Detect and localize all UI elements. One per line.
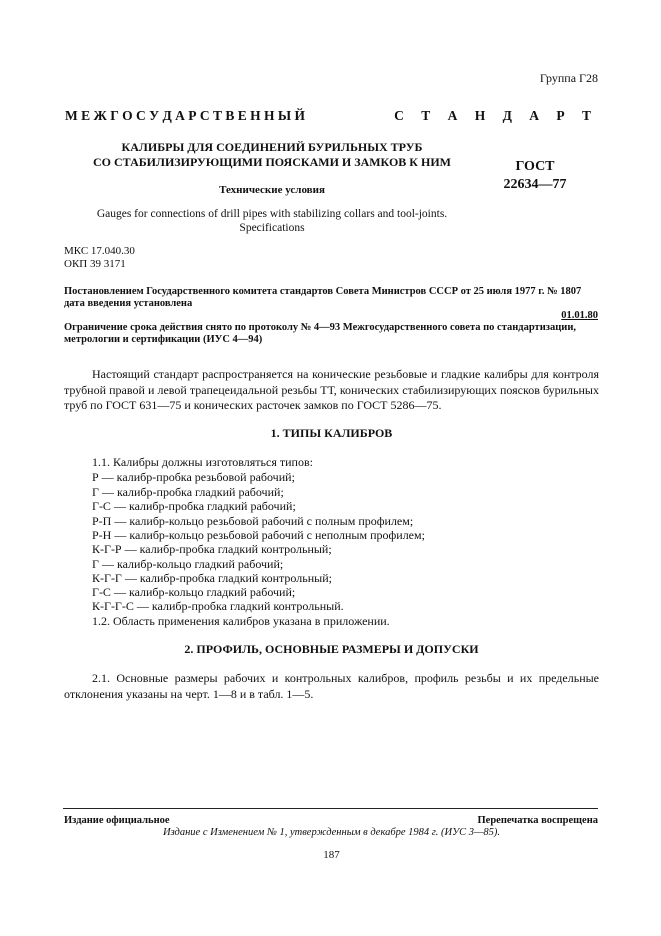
list-item: К-Г-Р — калибр-пробка гладкий контрольный;	[92, 542, 332, 556]
list-item: Р — калибр-пробка резьбовой рабочий;	[92, 470, 295, 484]
standard-banner	[65, 108, 598, 124]
list-item: Г-С — калибр-кольцо гладкий рабочий;	[92, 585, 296, 599]
banner-word-standard: С Т А Н Д А Р Т	[394, 108, 598, 123]
document-subtitle: Технические условия	[219, 184, 325, 196]
document-title-line2: СО СТАБИЛИЗИРУЮЩИМИ ПОЯСКАМИ И ЗАМКОВ К НИМ	[93, 155, 451, 169]
decree-text: Постановлением Государственного комитета стандартов Совета Министров СССР от 25 июля 1977 г. № 1807 дата введения установлена	[64, 286, 582, 309]
reprint-prohibited-label: Перепечатка воспрещена	[477, 815, 598, 826]
list-item: Р-Н — калибр-кольцо резьбовой рабочий с неполным профилем;	[92, 528, 425, 542]
english-title-line1: Gauges for connections of drill pipes with stabilizing collars and tool-joints.	[96, 208, 448, 220]
limitation-text: Ограничение срока действия снято по протоколу № 4—93 Межгосударственного совета по стандартизации, метрологии и сертификации (ИУС 4—94)	[64, 322, 577, 345]
intro-paragraph: Настоящий стандарт распространяется на конические резьбовые и гладкие калибры для контроля трубной правой и левой трапецеидальной резьбы ТТ, конических стабилизирующих поясков бурильных труб по ГОСТ 631—75 и конических расточек замков по ГОСТ 5286—75.	[64, 367, 599, 412]
section1-heading: 1. ТИПЫ КАЛИБРОВ	[270, 426, 393, 440]
list-item: Г-С — калибр-пробка гладкий рабочий;	[92, 499, 296, 513]
change-note: Издание с Изменением № 1, утвержденным в декабре 1984 г. (ИУС 3—85).	[163, 827, 500, 838]
banner-word-interstate: М Е Ж Г О С У Д А Р С Т В Е Н Н Ы Й	[65, 108, 306, 123]
list-item: К-Г-Г — калибр-пробка гладкий контрольный;	[92, 571, 332, 585]
english-title-line2: Specifications	[239, 222, 305, 234]
page-number: 187	[323, 849, 340, 861]
footer-divider	[63, 808, 598, 809]
okp-code: ОКП 39 3171	[64, 258, 126, 270]
section2-paragraph: 2.1. Основные размеры рабочих и контрольных калибров, профиль резьбы и их предельные отклонения указаны на черт. 1—8 и в табл. 1—5.	[64, 671, 599, 701]
document-title-line1: КАЛИБРЫ ДЛЯ СОЕДИНЕНИЙ БУРИЛЬНЫХ ТРУБ	[121, 140, 423, 154]
list-item: 1.2. Область применения калибров указана в приложении.	[92, 614, 390, 628]
list-item: 1.1. Калибры должны изготовляться типов:	[92, 455, 313, 469]
section2-heading: 2. ПРОФИЛЬ, ОСНОВНЫЕ РАЗМЕРЫ И ДОПУСКИ	[184, 642, 479, 656]
list-item: Г — калибр-кольцо гладкий рабочий;	[92, 557, 284, 571]
list-item: Р-П — калибр-кольцо резьбовой рабочий с полным профилем;	[92, 514, 414, 528]
gost-label: ГОСТ	[515, 159, 555, 174]
mks-code: МКС 17.040.30	[64, 245, 135, 257]
list-item: К-Г-Г-С — калибр-пробка гладкий контрольный.	[92, 599, 344, 613]
gost-number: 22634—77	[503, 177, 567, 192]
official-edition-label: Издание официальное	[64, 815, 170, 826]
list-item: Г — калибр-пробка гладкий рабочий;	[92, 485, 284, 499]
introduction-date: 01.01.80	[561, 310, 598, 321]
group-code: Группа Г28	[539, 71, 598, 85]
